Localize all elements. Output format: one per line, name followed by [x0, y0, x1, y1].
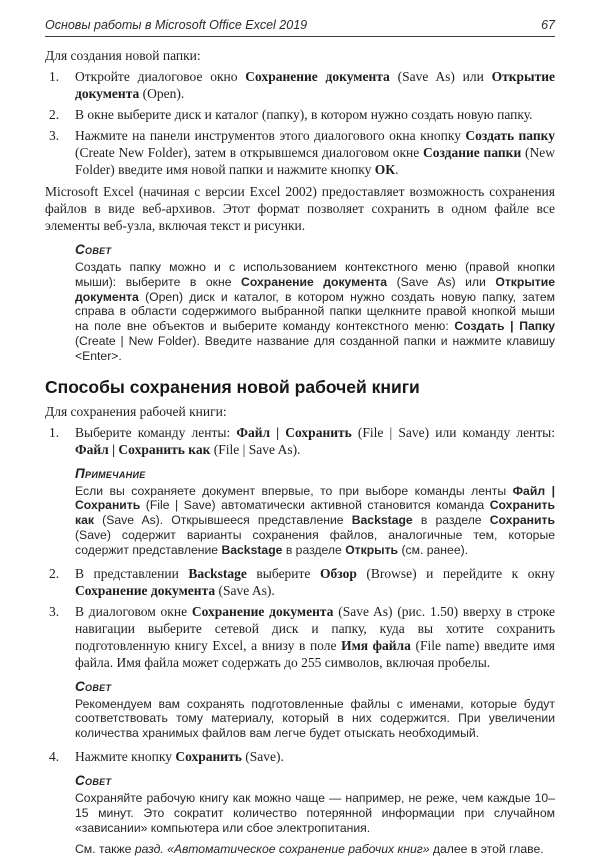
intro-paragraph-saving: Для сохранения рабочей книги: [45, 403, 227, 419]
list-item-text: Выберите команду ленты: Файл | Сохранить (File | Save) или команду ленты: Файл | Сохранить как (File | Save As). [75, 424, 556, 457]
running-header [45, 18, 555, 37]
tip-text: Создать папку можно и с использованием контекстного меню (правой кнопки мыши): выберите в окне Сохранение документа (Save As) или Открытие документа (Open) диск и каталог, в котором нужно создать новую папку, затем справа в области содержимого выбранной папки щелкните правой кнопкой мыши на поле вне объектов и выберите команду контекстного меню: Создать | Папку (Create | New Folder). Введите название для созданной папки и нажмите клавишу <Enter>. [75, 260, 555, 363]
list-item [45, 603, 555, 671]
note-text: Если вы сохраняете документ впервые, то при выборе команды ленты Файл | Сохранить (File | Save) автоматически активной становится команда Сохранить как (Save As). Открывшееся представление Backstage в разделе Сохранить (Save) содержит варианты сохранения файлов, аналогичные тем, которые содержит представление Backstage в разделе Открыть (см. ранее). [75, 483, 555, 557]
section-heading: Способы сохранения новой рабочей книги [45, 376, 420, 397]
tip-heading: Совет [75, 772, 112, 788]
tip-block-2 [75, 678, 555, 741]
tip-heading: Совет [75, 678, 112, 694]
list-item-number: 3. [49, 128, 60, 143]
list-item-text: Нажмите на панели инструментов этого диалогового окна кнопку Создать папку (Create New Folder), затем в открывшемся диалоговом окне Создание папки (New Folder) введите имя новой папки и нажмите кнопку ОК. [75, 128, 555, 177]
intro-paragraph-folders: Для создания новой папки: [45, 48, 201, 63]
page-number: 67 [541, 18, 555, 32]
note-heading: Примечание [75, 465, 146, 481]
numbered-list-saving-part3 [45, 748, 555, 765]
see-also-paragraph: См. также разд. «Автоматическое сохранение рабочих книг» далее в этой главе. [75, 842, 544, 857]
tip-block-3 [75, 772, 555, 835]
tip-text: Рекомендуем вам сохранять подготовленные файлы с именами, которые будут соответствовать тому материалу, который в них содержится. При увеличении количества хранимых файлов вам легче будет отыскать необходимый. [75, 696, 555, 741]
list-item-text: В представлении Backstage выберите Обзор (Browse) и перейдите к окну Сохранение документа (Save As). [75, 565, 555, 598]
list-item-number: 4. [49, 748, 60, 764]
list-item-text: Нажмите кнопку Сохранить (Save). [75, 748, 284, 764]
numbered-list-folders [45, 68, 555, 178]
list-item-number: 2. [49, 107, 60, 122]
list-item [45, 68, 555, 102]
list-item-number: 1. [49, 424, 60, 440]
list-item-text: Откройте диалоговое окно Сохранение документа (Save As) или Открытие документа (Open). [75, 69, 555, 101]
list-item-number: 2. [49, 565, 60, 581]
paragraph-web-archives: Microsoft Excel (начиная с версии Excel 2002) предоставляет возможность сохранения файлов в виде веб-архивов. Этот формат позволяет сохранить в одном файле все элементы веб-узла, включая текст и рисунки. [45, 184, 555, 233]
list-item [45, 748, 555, 765]
tip-heading: Совет [75, 242, 112, 257]
list-item-number: 1. [49, 69, 60, 84]
header-title: Основы работы в Microsoft Office Excel 2019 [45, 18, 308, 32]
tip-text: Сохраняйте рабочую книгу как можно чаще — например, не реже, чем каждые 10–15 минут. Это сократит количество потерянной информации при случайном «зависании» компьютера или сбое электропитания. [75, 790, 555, 835]
list-item [45, 565, 555, 599]
numbered-list-saving-part2 [45, 565, 555, 671]
list-item [45, 106, 555, 123]
note-block [75, 465, 555, 558]
list-item [45, 424, 555, 458]
list-item-number: 3. [49, 603, 60, 619]
numbered-list-saving-part1 [45, 424, 555, 458]
tip-block-1 [75, 241, 555, 364]
list-item-text: В диалоговом окне Сохранение документа (Save As) (рис. 1.50) вверху в строке навигации выберите сетевой диск и папку, куда вы хотите сохранить подготовленную книгу Excel, а внизу в поле Имя файла (File name) введите имя файла. Имя файла может содержать до 255 символов, включая пробелы. [75, 603, 555, 670]
list-item-text: В окне выберите диск и каталог (папку), в котором нужно создать новую папку. [75, 107, 533, 122]
list-item [45, 127, 555, 178]
